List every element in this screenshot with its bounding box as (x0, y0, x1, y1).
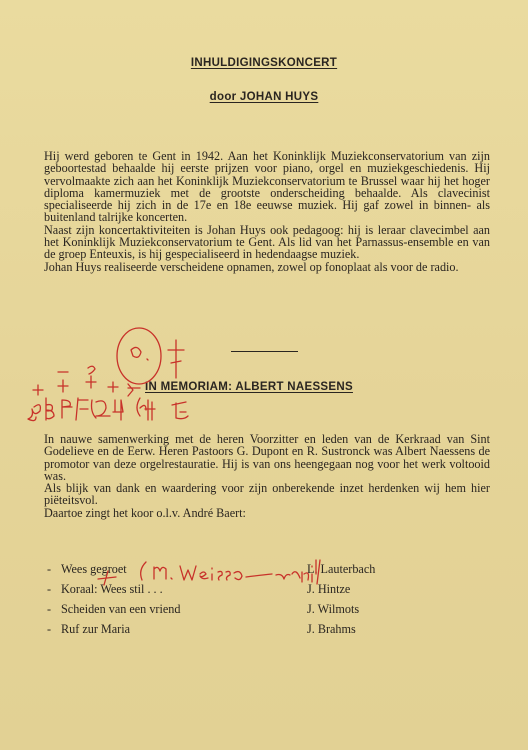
program-composer: J. Hintze (307, 582, 351, 596)
note-paren (141, 562, 146, 580)
note-letter (154, 567, 166, 579)
note-word (180, 566, 208, 580)
subtitle-text: door JOHAN HUYS (209, 91, 319, 103)
program-composer: J. Wilmots (307, 602, 360, 616)
program-composer: J. Brahms (307, 622, 356, 636)
program-work: Koraal: Wees stil . . . (61, 582, 163, 596)
program-work: Scheiden van een vriend (61, 602, 181, 616)
cross-mark (168, 340, 184, 378)
list-bullet: - (47, 602, 52, 616)
scribble-letters (28, 398, 88, 421)
note-word (276, 560, 320, 584)
program-work: Wees gegroet (61, 562, 127, 576)
scribble-mark (131, 347, 148, 360)
bio-paragraph: Johan Huys realiseerde verscheidene opnamen, zowel op fonoplaat als voor de radio. (44, 259, 459, 274)
list-bullet: - (47, 562, 52, 576)
list-bullet: - (47, 622, 52, 636)
scribble-letters (92, 400, 124, 420)
memorial-paragraph: In nauwe samenwerking met de heren Voorzitter en leden van de Kerkraad van Sint Godelieve en de Eerw. Heren Pastoors G. Dupont en R. Sustronck was Albert Naessens de promotor van deze orgelrestauratie. Hij is van ons heengegaan nog voor het werk voltooid was. (44, 432, 490, 483)
program-work: Ruf zur Maria (61, 622, 131, 636)
scribble-letters (137, 398, 155, 420)
program-composer: L. Lauterbach (307, 562, 376, 576)
arrow-mark (128, 384, 140, 396)
note-dot (171, 578, 172, 579)
memorial-title-text: IN MEMORIAM: ALBERT NAESSENS (145, 381, 353, 393)
memorial-paragraph: Als blijk van dank en waardering voor zijn onberekende inzet herdenken wij hem hier piëteitsvol. (44, 481, 490, 508)
title-text: INHULDIGINGSKONCERT (190, 57, 338, 69)
scribble-letters (172, 402, 188, 419)
note-dash (246, 574, 272, 577)
pointer-mark (98, 571, 116, 585)
bio-paragraph: Naast zijn koncertaktiviteiten is Johan Huys ook pedagoog: hij is leraar clavecimbel aan het Koninklijk Muziekconservatorium te Gent. Als lid van het Parnassus-ensemble en van de groep Enteuxis, is hij gespecialiseerd in hedendaagse muziek. (44, 222, 490, 262)
bio-paragraph: Hij werd geboren te Gent in 1942. Aan het Koninklijk Muziekconservatorium van zijn geboortestad behaalde hij eerste prijzen voor piano, orgel en muziekgeschiedenis. Hij vervolmaakte zich aan het Koninklijk Muziekconservatorium te Brussel waar hij het hoger diploma kamermuziek met de grootste onderscheiding behaalde. Als clavecinist specialiseerde hij zich in de 17e en 18e eeuwse muziek. Hij gaf zowel in binnen- als buitenland talrijke koncerten. (44, 149, 490, 225)
note-word (212, 568, 242, 580)
plus-mark (58, 372, 68, 392)
plus-mark (33, 385, 43, 395)
list-bullet: - (47, 582, 52, 596)
plus-mark (108, 382, 118, 392)
plus-mark (86, 366, 96, 388)
memorial-paragraph: Daartoe zingt het koor o.l.v. André Baert: (44, 505, 246, 520)
